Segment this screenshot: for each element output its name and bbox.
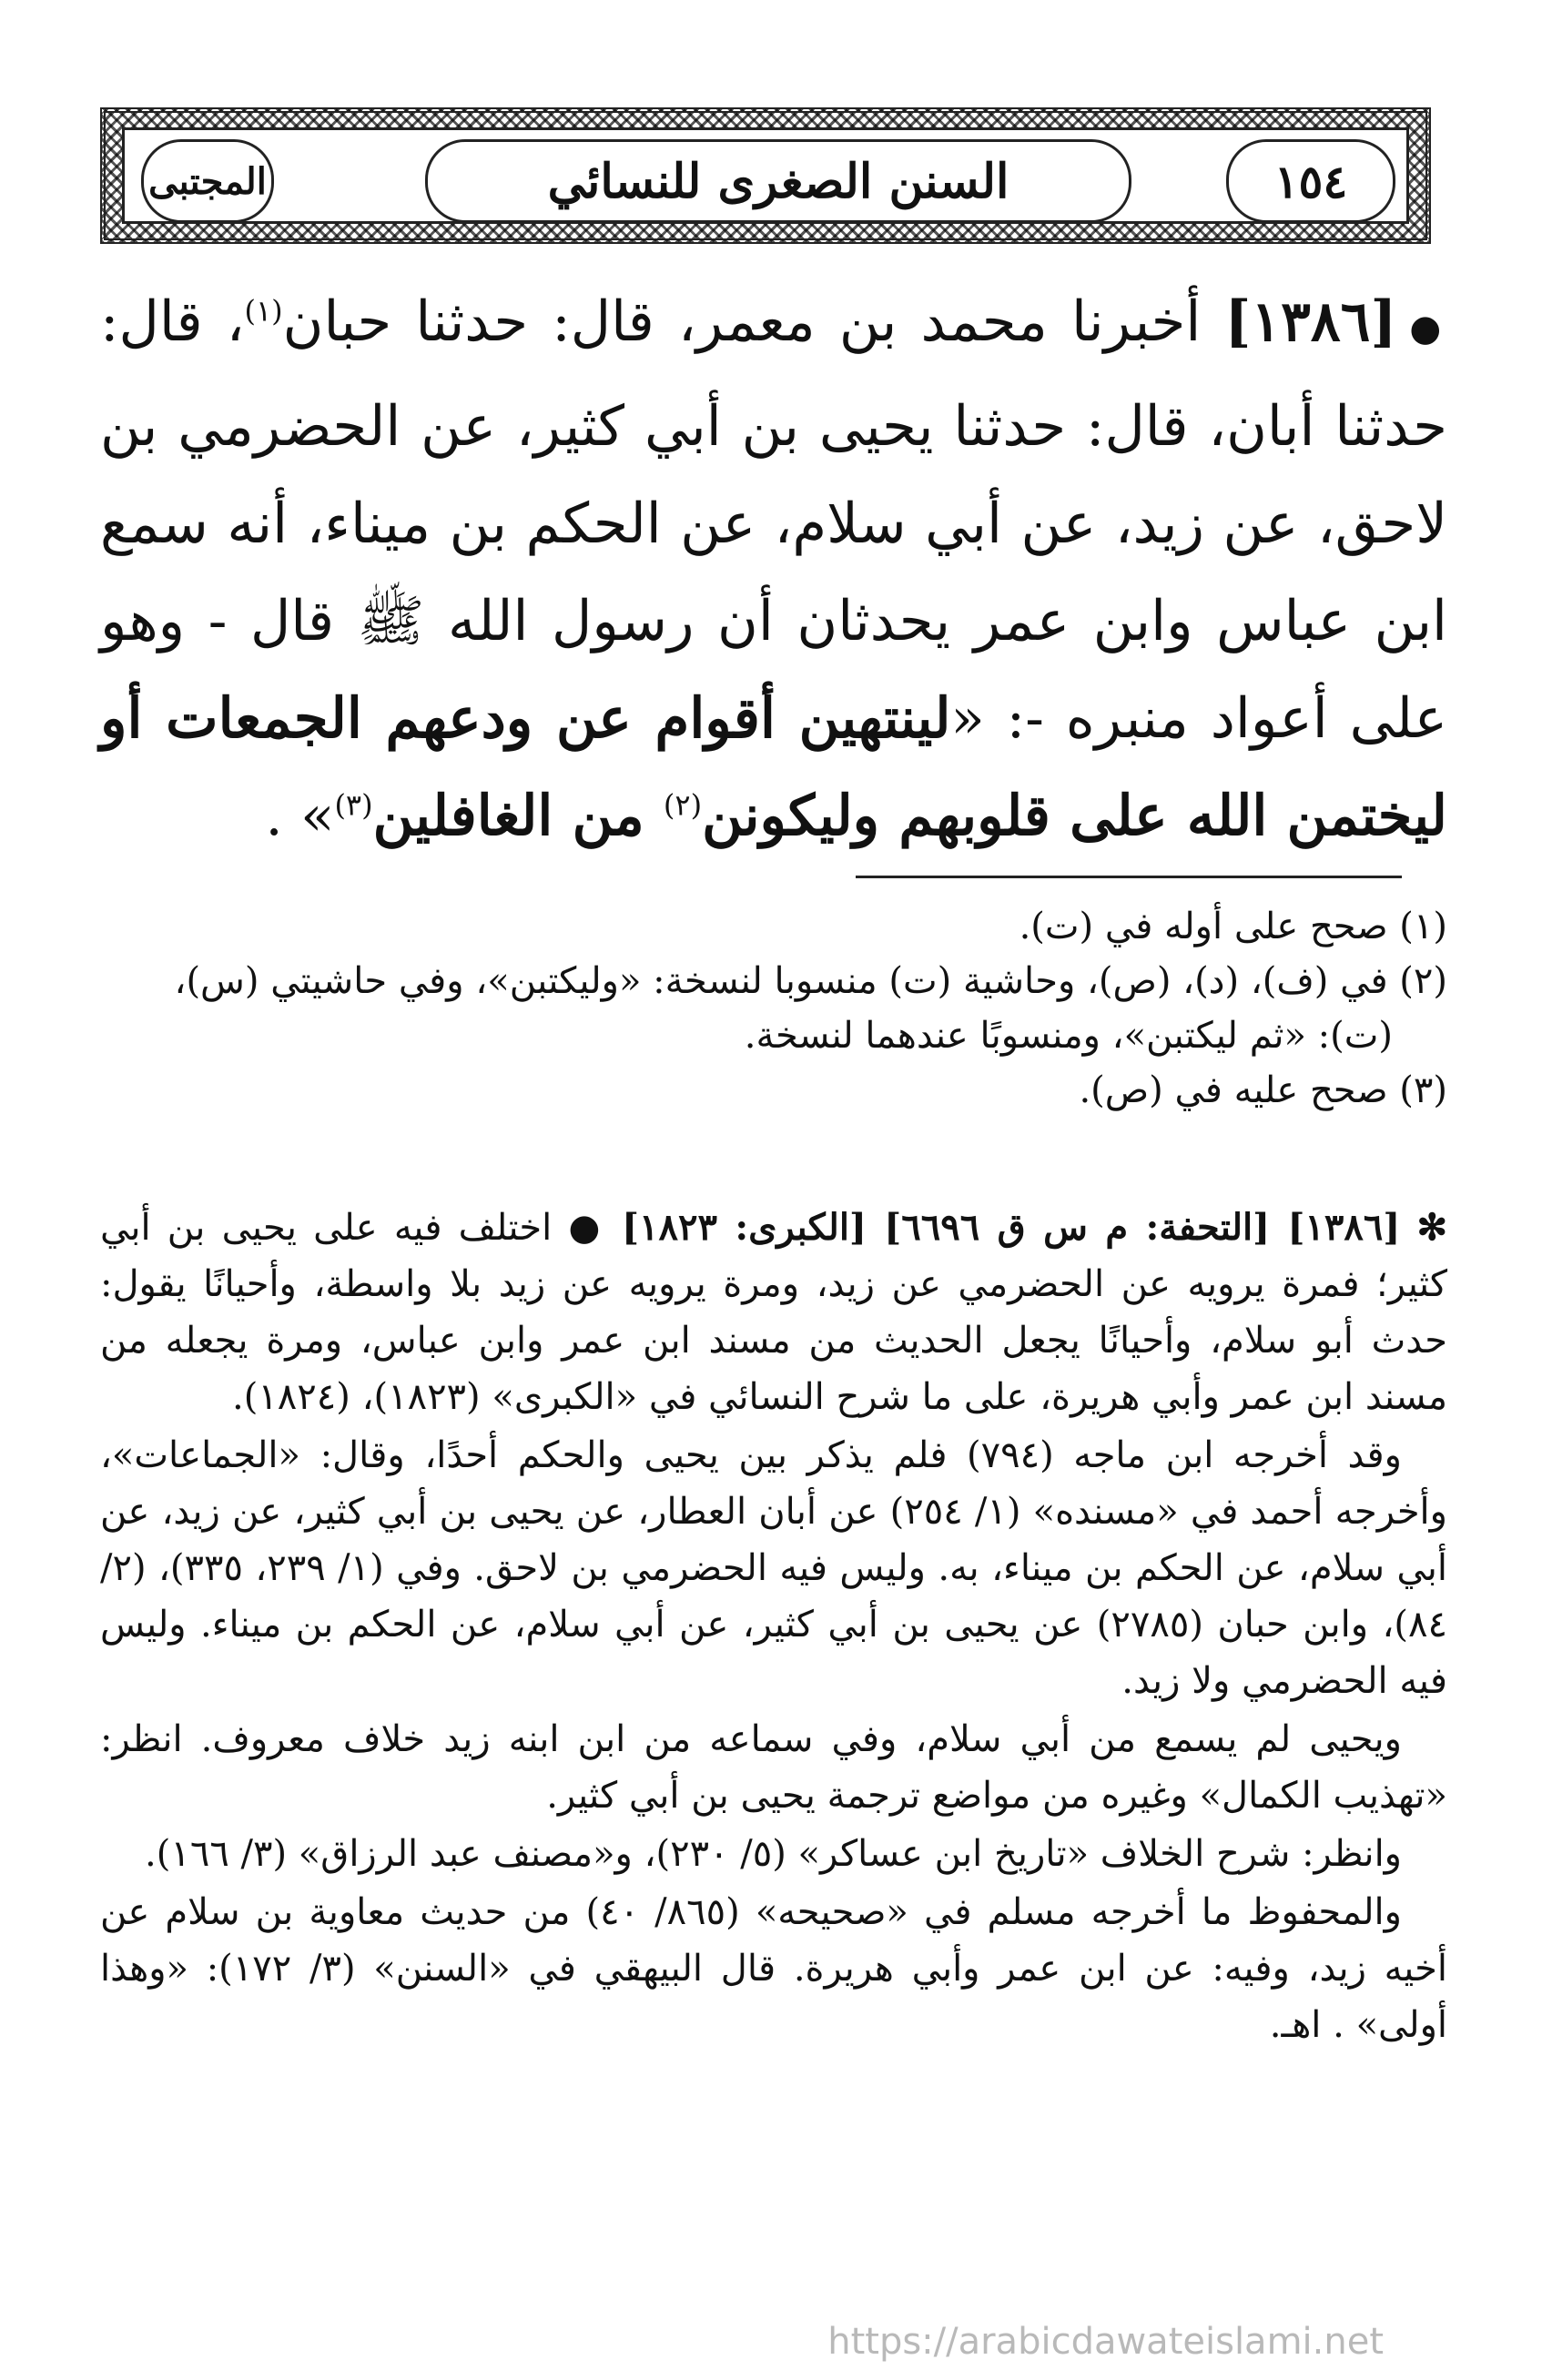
star-icon: ✻ bbox=[1416, 1206, 1448, 1249]
hadith-matn-part-1: لينتهين أقوام عن ودعهم الجمعات أو ليختمن الله على قلوبهم وليكونن bbox=[100, 686, 1447, 848]
footnote-2-continued: (ت): «ثم ليكتبن»، ومنسوبًا عندهما لنسخة. bbox=[744, 1015, 1393, 1057]
title-cartouche bbox=[425, 139, 1131, 223]
hadith-matn-part-2: من الغافلين bbox=[372, 784, 664, 848]
hadith-number: [١٣٨٦] bbox=[1224, 289, 1397, 354]
footnotes bbox=[100, 901, 1447, 1119]
hadith-isnad-part-2: ، قال: حدثنا أبان، قال: حدثنا يحيى بن أبي كثير، عن الحضرمي بن لاحق، عن زيد، عن أبي سلام، عن الحكم بن ميناء، أنه سمع ابن عباس وابن عمر يحدثان أن رسول الله ﷺ قال - وهو على أعواد منبره -: « bbox=[100, 289, 1448, 751]
footnote-separator bbox=[856, 876, 1402, 878]
footnote-ref-3: (٣) bbox=[334, 787, 373, 823]
commentary bbox=[100, 1200, 1447, 2055]
commentary-text-0: اختلف فيه على يحيى بن أبي كثير؛ فمرة يرويه عن الحضرمي عن زيد، ومرة يرويه عن زيد بلا واسطة، وأحيانًا يقول: حدث أبو سلام، وأحيانًا يجعل الحديث من مسند ابن عمر وابن عباس، ومرة يجعله من مسند ابن عمر وأبي هريرة، على ما شرح النسائي في «الكبرى» (١٨٢٣)، (١٨٢٤). bbox=[100, 1207, 1447, 1418]
book-subtitle: المجتبى bbox=[148, 159, 267, 203]
footnote-ref-2: (٢) bbox=[663, 787, 703, 823]
hadith-end: » . bbox=[265, 784, 335, 848]
book-title: السنن الصغرى للنسائي bbox=[547, 153, 1009, 209]
page-number-cartouche bbox=[1226, 139, 1395, 223]
page-number: ١٥٤ bbox=[1273, 154, 1348, 208]
commentary-paragraph-1: وقد أخرجه ابن ماجه (٧٩٤) فلم يذكر بين يحيى والحكم أحدًا، وقال: «الجماعات»، وأخرجه أحمد في «مسنده» (١/ ٢٥٤) عن أبان العطار، عن يحيى بن أبي كثير، عن زيد، عن أبي سلام، عن الحكم بن ميناء، به. وليس فيه الحضرمي بن لاحق. وفي (١/ ٢٣٩، ٣٣٥)، (٢/ ٨٤)، وابن حبان (٢٧٨٥) عن يحيى بن أبي كثير، عن أبي سلام، عن الحكم بن ميناء. وليس فيه الحضرمي ولا زيد. bbox=[100, 1434, 1447, 1702]
hadith-text bbox=[100, 273, 1447, 865]
commentary-paragraph-3: وانظر: شرح الخلاف «تاريخ ابن عساكر» (٥/ ٢٣٠)، و«مصنف عبد الرزاق» (٣/ ١٦٦). bbox=[145, 1833, 1402, 1875]
dot-icon: ● bbox=[568, 1207, 605, 1249]
page-header bbox=[100, 107, 1431, 244]
bullet-icon: ● bbox=[1409, 308, 1448, 349]
watermark-url: https://arabicdawateislami.net bbox=[827, 2321, 1384, 2363]
footnote-1: (١) صحح على أوله في (ت). bbox=[1019, 906, 1447, 947]
commentary-paragraph-0 bbox=[100, 1200, 1447, 1425]
commentary-paragraph-4: والمحفوظ ما أخرجه مسلم في «صحيحه» (٨٦٥/ ٤٠) من حديث معاوية بن سلام عن أخيه زيد، وفيه: عن ابن عمر وأبي هريرة. قال البيهقي في «السنن» (٣/ ١٧٢): «وهذا أولى» . اهـ. bbox=[100, 1891, 1447, 2046]
commentary-reference: [١٣٨٦] [التحفة: م س ق ٦٦٩٦] [الكبرى: ١٨٢٣] bbox=[622, 1206, 1401, 1249]
footnote-2: (٢) في (ف)، (د)، (ص)، وحاشية (ت) منسوبا لنسخة: «وليكتبن»، وفي حاشيتي (س)، bbox=[174, 960, 1447, 1002]
header-inner-frame bbox=[122, 127, 1409, 224]
subtitle-cartouche bbox=[141, 139, 274, 223]
footnote-3: (٣) صحح عليه في (ص). bbox=[1079, 1069, 1447, 1111]
footnote-ref-1: (١) bbox=[244, 293, 283, 329]
commentary-paragraph-2: ويحيى لم يسمع من أبي سلام، وفي سماعه من ابن ابنه زيد خلاف معروف. انظر: «تهذيب الكمال» وغيره من مواضع ترجمة يحيى بن أبي كثير. bbox=[100, 1718, 1447, 1817]
hadith-isnad-part-1: أخبرنا محمد بن معمر، قال: حدثنا حبان bbox=[282, 289, 1225, 354]
